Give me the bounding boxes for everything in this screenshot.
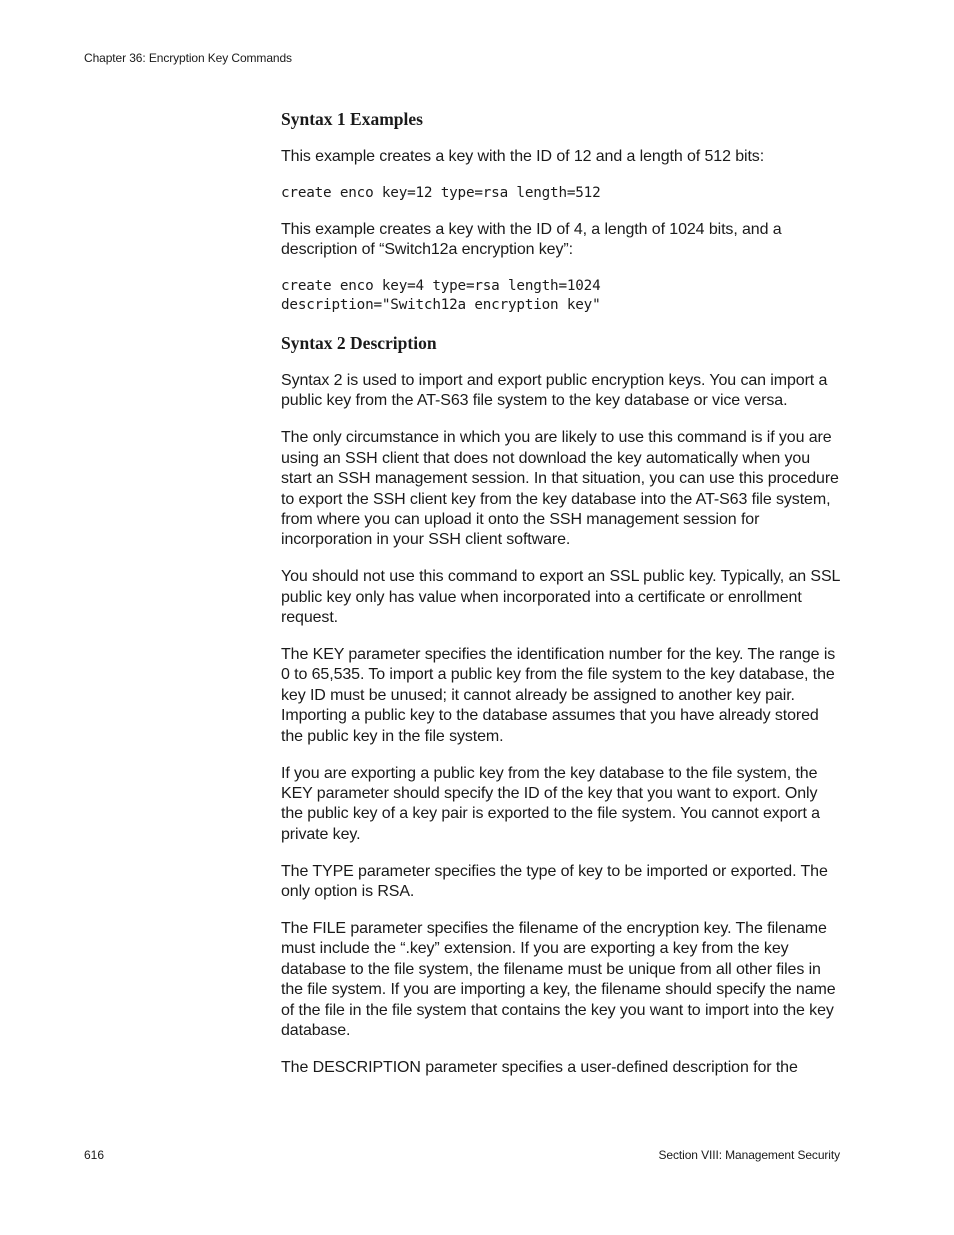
code-example-2 bbox=[281, 277, 843, 316]
running-header: Chapter 36: Encryption Key Commands bbox=[84, 51, 292, 65]
running-footer-section: Section VIII: Management Security bbox=[658, 1148, 840, 1162]
syntax2-heading: Syntax 2 Description bbox=[281, 333, 437, 353]
page-content bbox=[281, 108, 843, 1095]
syntax2-paragraph: The only circumstance in which you are likely to use this command is if you are using an SSH client that does not download the key automatically when you start an SSH management session. In that situation, you can use this procedure to export the SSH client key from the key database into the AT-S63 file system, from where you can upload it onto the SSH management session for incorporation in your SSH client software. bbox=[281, 429, 839, 549]
syntax2-paragraph: If you are exporting a public key from the key database to the file system, the KEY parameter should specify the ID of the key that you want to export. Only the public key of a key pair is exported to the file system. You cannot export a private key. bbox=[281, 764, 820, 843]
code-example-2-line-2: description="Switch12a encryption key" bbox=[281, 297, 601, 314]
syntax2-paragraph: You should not use this command to export an SSL public key. Typically, an SSL public key only has value when incorporated into a certificate or enrollment request. bbox=[281, 568, 840, 627]
syntax2-paragraph: The FILE parameter specifies the filename of the encryption key. The filename must include the “.key” extension. If you are exporting a key from the key database to the file system, the filename must be unique from all other files in the file system. If you are importing a key, the filename should specify the name of the file in the file system that contains the key you want to import into the key database. bbox=[281, 919, 836, 1039]
syntax2-paragraph: The DESCRIPTION parameter specifies a user-defined description for the bbox=[281, 1058, 798, 1076]
syntax1-heading: Syntax 1 Examples bbox=[281, 109, 423, 129]
syntax2-paragraph: The KEY parameter specifies the identification number for the key. The range is 0 to 65,535. To import a public key from the file system to the key database, the key ID must be unused; it cannot already be assigned to another key pair. Importing a public key to the database assumes that you have already stored the public key in the file system. bbox=[281, 645, 836, 745]
page-number: 616 bbox=[84, 1148, 105, 1162]
syntax1-intro-1: This example creates a key with the ID of 12 and a length of 512 bits: bbox=[281, 148, 765, 165]
code-example-2-line-1: create enco key=4 type=rsa length=1024 bbox=[281, 277, 601, 294]
syntax2-paragraph: Syntax 2 is used to import and export public encryption keys. You can import a public key from the AT-S63 file system to the key database or vice versa. bbox=[281, 372, 828, 410]
syntax2-paragraph: The TYPE parameter specifies the type of key to be imported or exported. The only option is RSA. bbox=[281, 862, 828, 901]
syntax1-intro-2: This example creates a key with the ID of 4, a length of 1024 bits, and a description of “Switch12a encryption key”: bbox=[281, 220, 782, 258]
code-example-1: create enco key=12 type=rsa length=512 bbox=[281, 184, 601, 201]
